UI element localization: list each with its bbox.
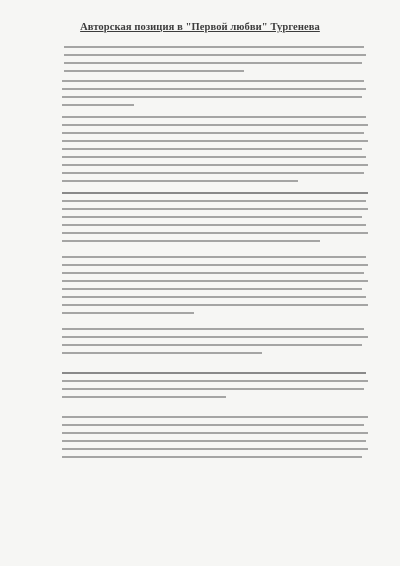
text-line [62,132,364,134]
text-line [62,448,368,450]
text-line [62,280,368,282]
text-line [62,116,366,118]
text-line [62,380,368,382]
text-line [62,96,362,98]
text-line [62,240,320,242]
text-line [62,124,368,126]
text-line [62,296,366,298]
text-line [64,62,362,64]
text-line [62,164,368,166]
text-line [62,396,226,398]
text-line [62,216,362,218]
text-line [62,264,368,266]
text-line [62,200,366,202]
text-line [62,336,368,338]
text-line [62,172,364,174]
text-line [62,328,364,330]
text-line [62,304,368,306]
text-line [62,440,366,442]
text-line [62,80,364,82]
text-line [64,70,244,72]
text-line [62,140,368,142]
text-line [62,424,364,426]
text-line [62,352,262,354]
text-line [62,432,368,434]
text-line [62,192,368,194]
text-line [62,416,368,418]
text-line [62,224,366,226]
text-line [62,372,366,374]
text-line [62,388,364,390]
text-line [62,156,366,158]
text-line [62,208,368,210]
text-line [62,344,362,346]
text-line [64,46,364,48]
text-line [62,232,368,234]
text-line [62,272,364,274]
text-line [62,148,362,150]
text-line [62,104,134,106]
text-line [62,88,366,90]
text-line [64,54,366,56]
text-line [62,312,194,314]
text-line [62,456,362,458]
text-line [62,288,362,290]
document-title: Авторская позиция в "Первой любви" Тургенева [80,22,320,33]
text-line [62,180,298,182]
text-line [62,256,366,258]
